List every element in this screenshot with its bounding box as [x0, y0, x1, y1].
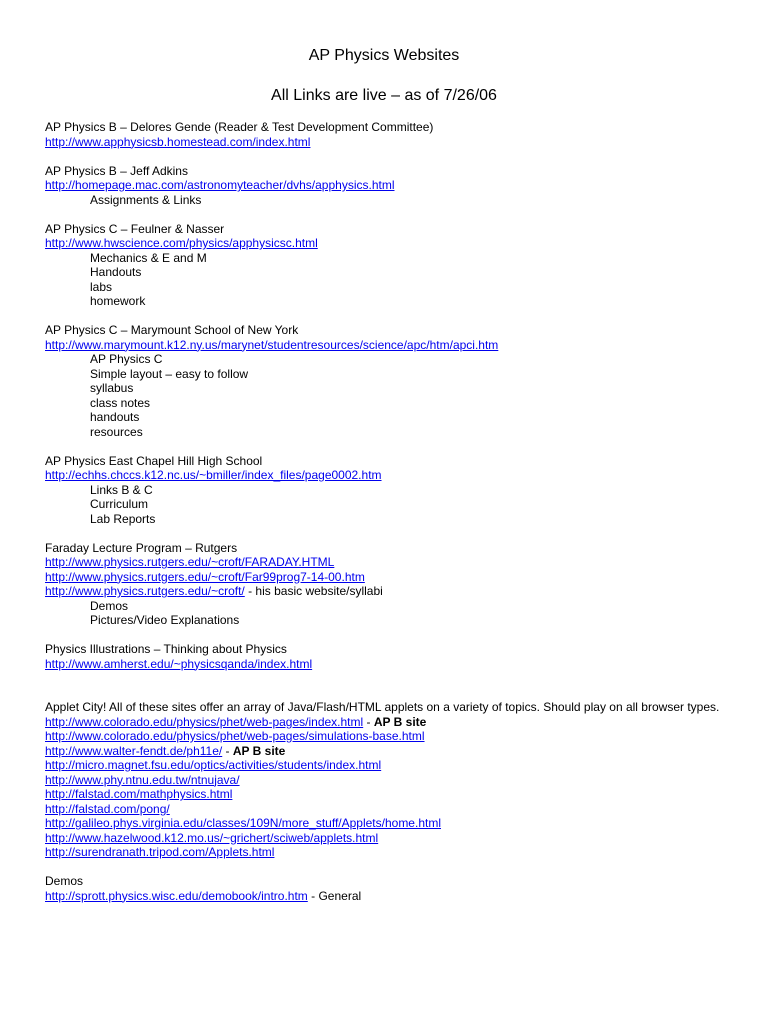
- link[interactable]: http://www.hazelwood.k12.mo.us/~grichert/sciweb/applets.html: [45, 830, 379, 845]
- link[interactable]: http://surendranath.tripod.com/Applets.html: [45, 845, 275, 859]
- link-separator: -: [222, 743, 233, 758]
- section-heading: AP Physics C – Marymount School of New York: [45, 323, 299, 337]
- list-item: class notes: [90, 395, 151, 410]
- link[interactable]: http://falstad.com/pong/: [45, 801, 170, 816]
- link[interactable]: http://echhs.chccs.k12.nc.us/~bmiller/index_files/page0002.htm: [45, 468, 382, 482]
- page-subtitle: All Links are live – as of 7/26/06: [271, 87, 497, 104]
- list-item: homework: [90, 294, 146, 308]
- link-note: - General: [307, 888, 362, 903]
- link-separator: -: [363, 714, 374, 729]
- link[interactable]: http://www.physics.rutgers.edu/~croft/FARADAY.HTML: [45, 555, 335, 569]
- link[interactable]: http://www.marymount.k12.ny.us/marynet/studentresources/science/apc/htm/apci.htm: [45, 337, 499, 352]
- list-item: Lab Reports: [90, 511, 156, 526]
- list-item: Simple layout – easy to follow: [90, 366, 249, 381]
- link[interactable]: http://www.colorado.edu/physics/phet/web-pages/index.html: [45, 714, 364, 729]
- list-item: Handouts: [90, 265, 142, 279]
- link[interactable]: http://homepage.mac.com/astronomyteacher/dvhs/apphysics.html: [45, 178, 395, 192]
- section-heading: AP Physics East Chapel Hill High School: [45, 453, 263, 468]
- list-item: Mechanics & E and M: [90, 250, 207, 265]
- ap-b-site-label: AP B site: [373, 714, 427, 729]
- link[interactable]: http://www.hwscience.com/physics/apphysicsc.html: [45, 236, 318, 250]
- link[interactable]: http://www.walter-fendt.de/ph11e/: [45, 743, 223, 758]
- link[interactable]: http://sprott.physics.wisc.edu/demobook/intro.htm: [45, 888, 308, 903]
- list-item: resources: [90, 424, 143, 439]
- link[interactable]: http://micro.magnet.fsu.edu/optics/activities/students/index.html: [45, 758, 382, 772]
- link[interactable]: http://www.phy.ntnu.edu.tw/ntnujava/: [45, 772, 240, 787]
- link[interactable]: http://www.physics.rutgers.edu/~croft/: [45, 584, 245, 598]
- list-item: Pictures/Video Explanations: [90, 613, 240, 627]
- link[interactable]: http://www.physics.rutgers.edu/~croft/Far99prog7-14-00.htm: [45, 569, 365, 584]
- link-note: - his basic website/syllabi: [244, 584, 383, 598]
- section-heading: Physics Illustrations – Thinking about Physics: [45, 642, 287, 656]
- list-item: Demos: [90, 598, 129, 613]
- section-heading: AP Physics B – Jeff Adkins: [45, 163, 188, 178]
- list-item: Links B & C: [90, 482, 153, 497]
- link[interactable]: http://galileo.phys.virginia.edu/classes/109N/more_stuff/Applets/home.html: [45, 816, 441, 830]
- link[interactable]: http://www.amherst.edu/~physicsqanda/index.html: [45, 656, 313, 671]
- link[interactable]: http://www.colorado.edu/physics/phet/web-pages/simulations-base.html: [45, 729, 425, 743]
- document-body: [45, 120, 725, 903]
- list-item: Curriculum: [90, 497, 149, 511]
- list-item: labs: [90, 279, 113, 294]
- section-heading: AP Physics C – Feulner & Nasser: [45, 221, 225, 236]
- ap-b-site-label: AP B site: [232, 743, 286, 758]
- link[interactable]: http://www.apphysicsb.homestead.com/index.html: [45, 134, 311, 149]
- list-item: syllabus: [90, 381, 134, 395]
- link[interactable]: http://falstad.com/mathphysics.html: [45, 787, 233, 801]
- section-heading: Faraday Lecture Program – Rutgers: [45, 540, 238, 555]
- list-item: handouts: [90, 410, 140, 424]
- section-heading: AP Physics B – Delores Gende (Reader & Test Development Committee): [45, 120, 434, 134]
- section-heading: Demos: [45, 874, 84, 888]
- list-item: Assignments & Links: [90, 192, 202, 207]
- page-title: AP Physics Websites: [308, 47, 460, 64]
- section-heading: Applet City! All of these sites offer an array of Java/Flash/HTML applets on a variety of topics. Should play on all browser types.: [45, 700, 720, 714]
- list-item: AP Physics C: [90, 352, 163, 366]
